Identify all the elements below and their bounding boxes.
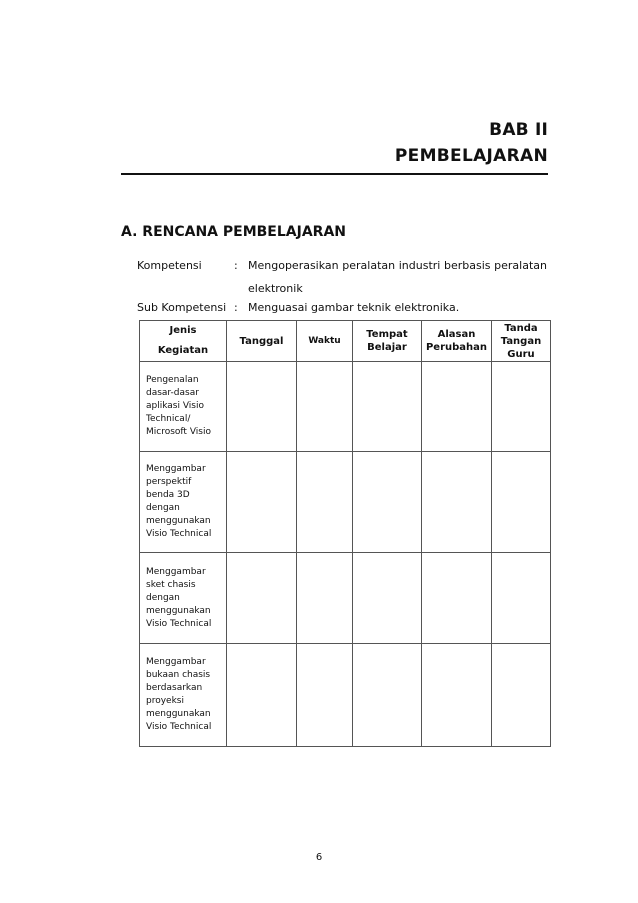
activity-line: proyeksi: [146, 696, 184, 706]
tanda-tangan-cell[interactable]: [492, 452, 551, 553]
activity-line: Visio Technical: [146, 529, 212, 539]
tanda-tangan-cell[interactable]: [492, 362, 551, 452]
header-tanggal: Tanggal: [227, 321, 297, 362]
header-tempat-line1: Tempat: [366, 329, 408, 340]
waktu-cell[interactable]: [297, 553, 353, 644]
header-tanda-line3: Guru: [507, 348, 535, 360]
table-row: [140, 644, 551, 747]
header-alasan-line1: Alasan: [437, 329, 476, 340]
section-heading: A. RENCANA PEMBELAJARAN: [121, 224, 347, 240]
alasan-cell[interactable]: [422, 553, 492, 644]
alasan-cell[interactable]: [422, 644, 492, 747]
activity-line: menggunakan: [146, 709, 211, 719]
tanggal-cell[interactable]: [227, 452, 297, 553]
activity-cell: [140, 452, 227, 553]
chapter-divider: [121, 173, 548, 175]
header-tanda-line2: Tangan: [500, 335, 542, 347]
header-alasan-line2: Perubahan: [425, 342, 488, 353]
activity-line: Technical/: [146, 414, 191, 424]
waktu-cell[interactable]: [297, 452, 353, 553]
tanggal-cell[interactable]: [227, 644, 297, 747]
tempat-cell[interactable]: [353, 362, 422, 452]
activity-cell: [140, 644, 227, 747]
activity-cell: [140, 362, 227, 452]
sub-kompetensi-value: Menguasai gambar teknik elektronika.: [248, 301, 460, 314]
learning-plan-table: [139, 320, 551, 747]
tempat-cell[interactable]: [353, 452, 422, 553]
activity-line: Pengenalan: [146, 375, 199, 385]
alasan-cell[interactable]: [422, 452, 492, 553]
alasan-cell[interactable]: [422, 362, 492, 452]
activity-line: menggunakan: [146, 605, 211, 616]
kompetensi-block: [137, 254, 547, 300]
sub-kompetensi-block: [137, 296, 547, 319]
header-tanda-tangan-guru: [492, 321, 551, 362]
sub-kompetensi-label: Sub Kompetensi: [137, 301, 227, 314]
chapter-number: BAB II: [489, 120, 548, 140]
waktu-cell[interactable]: [297, 644, 353, 747]
header-jenis-line2: Kegiatan: [157, 345, 209, 356]
header-tempat-belajar: [353, 321, 422, 362]
activity-line: benda 3D: [146, 490, 190, 500]
kompetensi-value-line2: elektronik: [248, 282, 303, 295]
activity-line: berdasarkan: [146, 683, 203, 693]
activity-line: dengan: [146, 592, 180, 603]
header-tanda-line1: Tanda: [504, 322, 538, 334]
activity-line: menggunakan: [146, 516, 211, 526]
kompetensi-colon: :: [234, 259, 238, 272]
table-row: [140, 553, 551, 644]
tanggal-cell[interactable]: [227, 553, 297, 644]
header-alasan-perubahan: [422, 321, 492, 362]
chapter-title: PEMBELAJARAN: [394, 146, 548, 166]
header-waktu: Waktu: [297, 321, 353, 362]
activity-line: Visio Technical: [146, 618, 212, 629]
tempat-cell[interactable]: [353, 553, 422, 644]
tanda-tangan-cell[interactable]: [492, 644, 551, 747]
activity-line: perspektif: [146, 477, 192, 487]
activity-line: dasar-dasar: [146, 388, 199, 398]
tanda-tangan-cell[interactable]: [492, 553, 551, 644]
sub-kompetensi-colon: :: [234, 301, 238, 314]
header-jenis-kegiatan: [140, 321, 227, 362]
activity-line: sket chasis: [146, 579, 196, 590]
activity-line: aplikasi Visio: [146, 401, 205, 411]
activity-line: Microsoft Visio: [146, 427, 211, 437]
page-number: 6: [315, 852, 323, 863]
activity-line: bukaan chasis: [146, 670, 211, 680]
tempat-cell[interactable]: [353, 644, 422, 747]
activity-line: dengan: [146, 503, 180, 513]
table-row: [140, 452, 551, 553]
tanggal-cell[interactable]: [227, 362, 297, 452]
activity-line: Menggambar: [146, 464, 206, 474]
header-tempat-line2: Belajar: [367, 342, 407, 353]
activity-line: Menggambar: [146, 566, 206, 577]
table-header-row: [140, 321, 551, 362]
activity-line: Visio Technical: [146, 722, 212, 732]
table-row: [140, 362, 551, 452]
activity-cell: [140, 553, 227, 644]
waktu-cell[interactable]: [297, 362, 353, 452]
kompetensi-label: Kompetensi: [137, 259, 202, 272]
kompetensi-value-line1: Mengoperasikan peralatan industri berbasis peralatan: [248, 259, 547, 272]
activity-line: Menggambar: [146, 657, 206, 667]
header-jenis-line1: Jenis: [169, 325, 197, 336]
